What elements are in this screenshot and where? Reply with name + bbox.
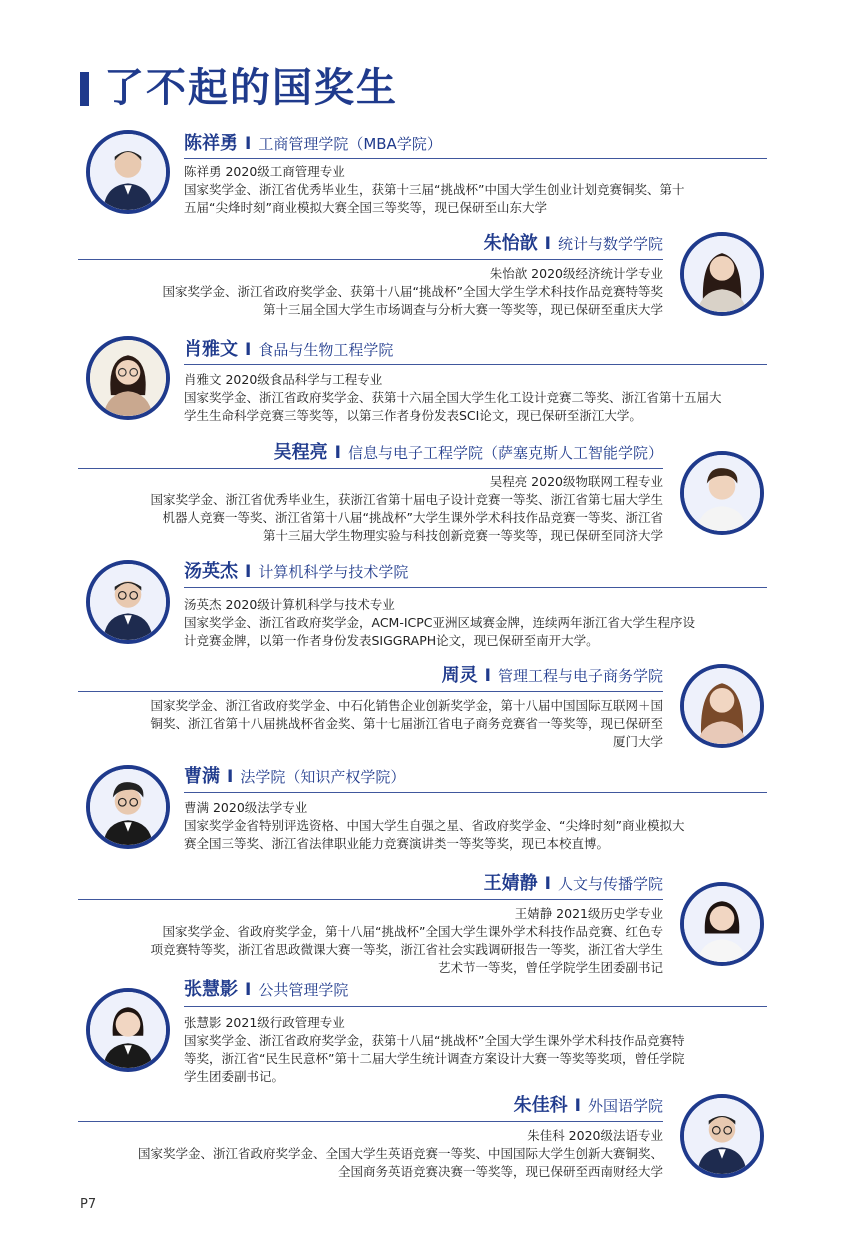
student-description bbox=[63, 265, 663, 319]
student-name: 肖雅文 bbox=[184, 339, 238, 360]
description-line: 肖雅文 2020级食品科学与工程专业 bbox=[184, 372, 383, 387]
college-name: 工商管理学院（MBA学院） bbox=[258, 135, 442, 153]
description-line: 机器人竞赛一等奖、浙江省第十八届“挑战杯”大学生课外学术科技作品竞赛一等奖、浙江省 bbox=[162, 510, 663, 525]
name-separator: I bbox=[484, 666, 491, 686]
description-line: 国家奖学金、浙江省优秀毕业生，获第十三届“挑战杯”中国大学生创业计划竞赛铜奖、第十 bbox=[184, 182, 685, 197]
title-accent-bar bbox=[80, 72, 89, 106]
divider bbox=[184, 364, 767, 365]
description-line: 学生团委副书记。 bbox=[184, 1069, 285, 1084]
description-line: 国家奖学金、浙江省政府奖学金、全国大学生英语竞赛一等奖、中国国际大学生创新大赛铜奖、 bbox=[137, 1146, 663, 1161]
name-separator: I bbox=[227, 767, 234, 787]
student-description bbox=[184, 1014, 766, 1086]
description-line: 厦门大学 bbox=[612, 734, 663, 749]
student-name: 陈祥勇 bbox=[184, 133, 238, 154]
description-line: 国家奖学金、浙江省政府奖学金、中石化销售企业创新奖学金，第十八届中国国际互联网＋国 bbox=[150, 698, 663, 713]
divider bbox=[184, 1006, 767, 1007]
student-photo bbox=[680, 232, 764, 316]
student-description bbox=[63, 1127, 663, 1181]
page-number: P7 bbox=[80, 1197, 97, 1212]
description-line: 国家奖学金、浙江省政府奖学金，获第十八届“挑战杯”全国大学生课外学术科技作品竞赛特 bbox=[184, 1033, 685, 1048]
description-line: 汤英杰 2020级计算机科学与技术专业 bbox=[184, 597, 395, 612]
description-line: 艺术节一等奖，曾任学院学生团委副书记 bbox=[437, 960, 663, 975]
description-line: 计竞赛金牌，以第一作者身份发表SIGGRAPH论文，现已保研至南开大学。 bbox=[184, 633, 599, 648]
name-separator: I bbox=[544, 874, 551, 894]
college-name: 管理工程与电子商务学院 bbox=[497, 667, 663, 685]
name-separator: I bbox=[574, 1096, 581, 1116]
person-icon bbox=[90, 564, 166, 640]
description-line: 国家奖学金省特别评选资格、中国大学生自强之星、省政府奖学金、“尖烽时刻”商业模拟大 bbox=[184, 818, 685, 833]
divider bbox=[78, 468, 663, 469]
description-line: 吴程亮 2020级物联网工程专业 bbox=[489, 474, 663, 489]
divider bbox=[78, 259, 663, 260]
student-name: 周灵 bbox=[441, 665, 478, 686]
person-icon bbox=[684, 886, 760, 962]
student-name: 朱佳科 bbox=[513, 1095, 568, 1116]
description-line: 第十三届全国大学生市场调查与分析大赛一等奖等，现已保研至重庆大学 bbox=[262, 302, 663, 317]
student-photo bbox=[86, 988, 170, 1072]
student-photo bbox=[86, 336, 170, 420]
description-line: 第十三届大学生物理实验与科技创新竞赛一等奖等，现已保研至同济大学 bbox=[262, 528, 663, 543]
person-icon bbox=[684, 1098, 760, 1174]
description-line: 国家奖学金、浙江省政府奖学金、获第十八届“挑战杯”全国大学生学术科技作品竞赛特等奖 bbox=[162, 284, 663, 299]
description-line: 学生生命科学竞赛三等奖等，以第三作者身份发表SCI论文，现已保研至浙江大学。 bbox=[184, 408, 642, 423]
divider bbox=[184, 158, 767, 159]
description-line: 五届“尖烽时刻”商业模拟大赛全国三等奖等，现已保研至山东大学 bbox=[184, 200, 547, 215]
description-line: 项竞赛特等奖，浙江省思政微课大赛一等奖，浙江省社会实践调研报告一等奖，浙江省大学生 bbox=[150, 942, 663, 957]
student-photo bbox=[680, 1094, 764, 1178]
description-line: 朱怡歆 2020级经济统计学专业 bbox=[489, 266, 663, 281]
person-icon bbox=[684, 455, 760, 531]
student-name: 吴程亮 bbox=[273, 442, 328, 463]
description-line: 国家奖学金、省政府奖学金，第十八届“挑战杯”全国大学生课外学术科技作品竞赛、红色专 bbox=[162, 924, 663, 939]
person-icon bbox=[90, 134, 166, 210]
description-line: 陈祥勇 2020级工商管理专业 bbox=[184, 164, 345, 179]
person-icon bbox=[90, 992, 166, 1068]
person-icon bbox=[684, 236, 760, 312]
student-description bbox=[184, 596, 766, 650]
name-separator: I bbox=[334, 443, 341, 463]
person-icon bbox=[90, 769, 166, 845]
student-name: 汤英杰 bbox=[184, 561, 238, 582]
divider bbox=[184, 792, 767, 793]
name-separator: I bbox=[544, 234, 551, 254]
college-name: 食品与生物工程学院 bbox=[258, 341, 394, 359]
student-name: 王婧静 bbox=[483, 873, 538, 894]
description-line: 全国商务英语竞赛决赛一等奖等，现已保研至西南财经大学 bbox=[337, 1164, 663, 1179]
description-line: 张慧影 2021级行政管理专业 bbox=[184, 1015, 345, 1030]
student-description bbox=[184, 371, 766, 425]
college-name: 公共管理学院 bbox=[258, 981, 349, 999]
person-icon bbox=[684, 668, 760, 744]
college-name: 外国语学院 bbox=[587, 1097, 663, 1115]
student-name: 曹满 bbox=[184, 766, 220, 787]
description-line: 国家奖学金、浙江省优秀毕业生，获浙江省第十届电子设计竞赛一等奖、浙江省第七届大学生 bbox=[150, 492, 663, 507]
student-description bbox=[184, 799, 766, 853]
description-line: 国家奖学金、浙江省政府奖学金、获第十六届全国大学生化工设计竞赛二等奖、浙江省第十五届大 bbox=[184, 390, 722, 405]
person-icon bbox=[90, 340, 166, 416]
name-separator: I bbox=[245, 134, 252, 154]
student-photo bbox=[680, 664, 764, 748]
student-description bbox=[63, 697, 663, 751]
description-line: 铜奖、浙江省第十八届挑战杯省金奖、第十七届浙江省电子商务竞赛省一等奖等，现已保研至 bbox=[150, 716, 663, 731]
description-line: 王婧静 2021级历史学专业 bbox=[514, 906, 663, 921]
student-photo bbox=[680, 451, 764, 535]
name-separator: I bbox=[245, 980, 252, 1000]
college-name: 统计与数学学院 bbox=[557, 235, 663, 253]
student-name: 朱怡歆 bbox=[483, 233, 538, 254]
description-line: 曹满 2020级法学专业 bbox=[184, 800, 308, 815]
student-description bbox=[63, 473, 663, 545]
name-separator: I bbox=[245, 562, 252, 582]
college-name: 信息与电子工程学院（萨塞克斯人工智能学院） bbox=[347, 444, 663, 462]
college-name: 法学院（知识产权学院） bbox=[240, 768, 406, 786]
student-photo bbox=[86, 560, 170, 644]
name-separator: I bbox=[245, 340, 252, 360]
college-name: 计算机科学与技术学院 bbox=[258, 563, 409, 581]
student-photo bbox=[86, 765, 170, 849]
page-title: 了不起的国奖生 bbox=[104, 65, 398, 111]
description-line: 国家奖学金、浙江省政府奖学金，ACM-ICPC亚洲区域赛金牌，连续两年浙江省大学生程序设 bbox=[184, 615, 696, 630]
student-photo bbox=[86, 130, 170, 214]
description-line: 赛全国三等奖、浙江省法律职业能力竞赛演讲类一等奖等奖，现已本校直博。 bbox=[184, 836, 610, 851]
student-description bbox=[184, 163, 766, 217]
student-name: 张慧影 bbox=[184, 979, 238, 1000]
description-line: 等奖，浙江省“民生民意杯”第十二届大学生统计调查方案设计大赛一等奖等奖项，曾任学院 bbox=[184, 1051, 685, 1066]
divider bbox=[184, 587, 767, 588]
divider bbox=[78, 691, 663, 692]
description-line: 朱佳科 2020级法语专业 bbox=[527, 1128, 663, 1143]
student-description bbox=[63, 905, 663, 977]
student-photo bbox=[680, 882, 764, 966]
divider bbox=[78, 899, 663, 900]
divider bbox=[78, 1121, 663, 1122]
college-name: 人文与传播学院 bbox=[557, 875, 663, 893]
